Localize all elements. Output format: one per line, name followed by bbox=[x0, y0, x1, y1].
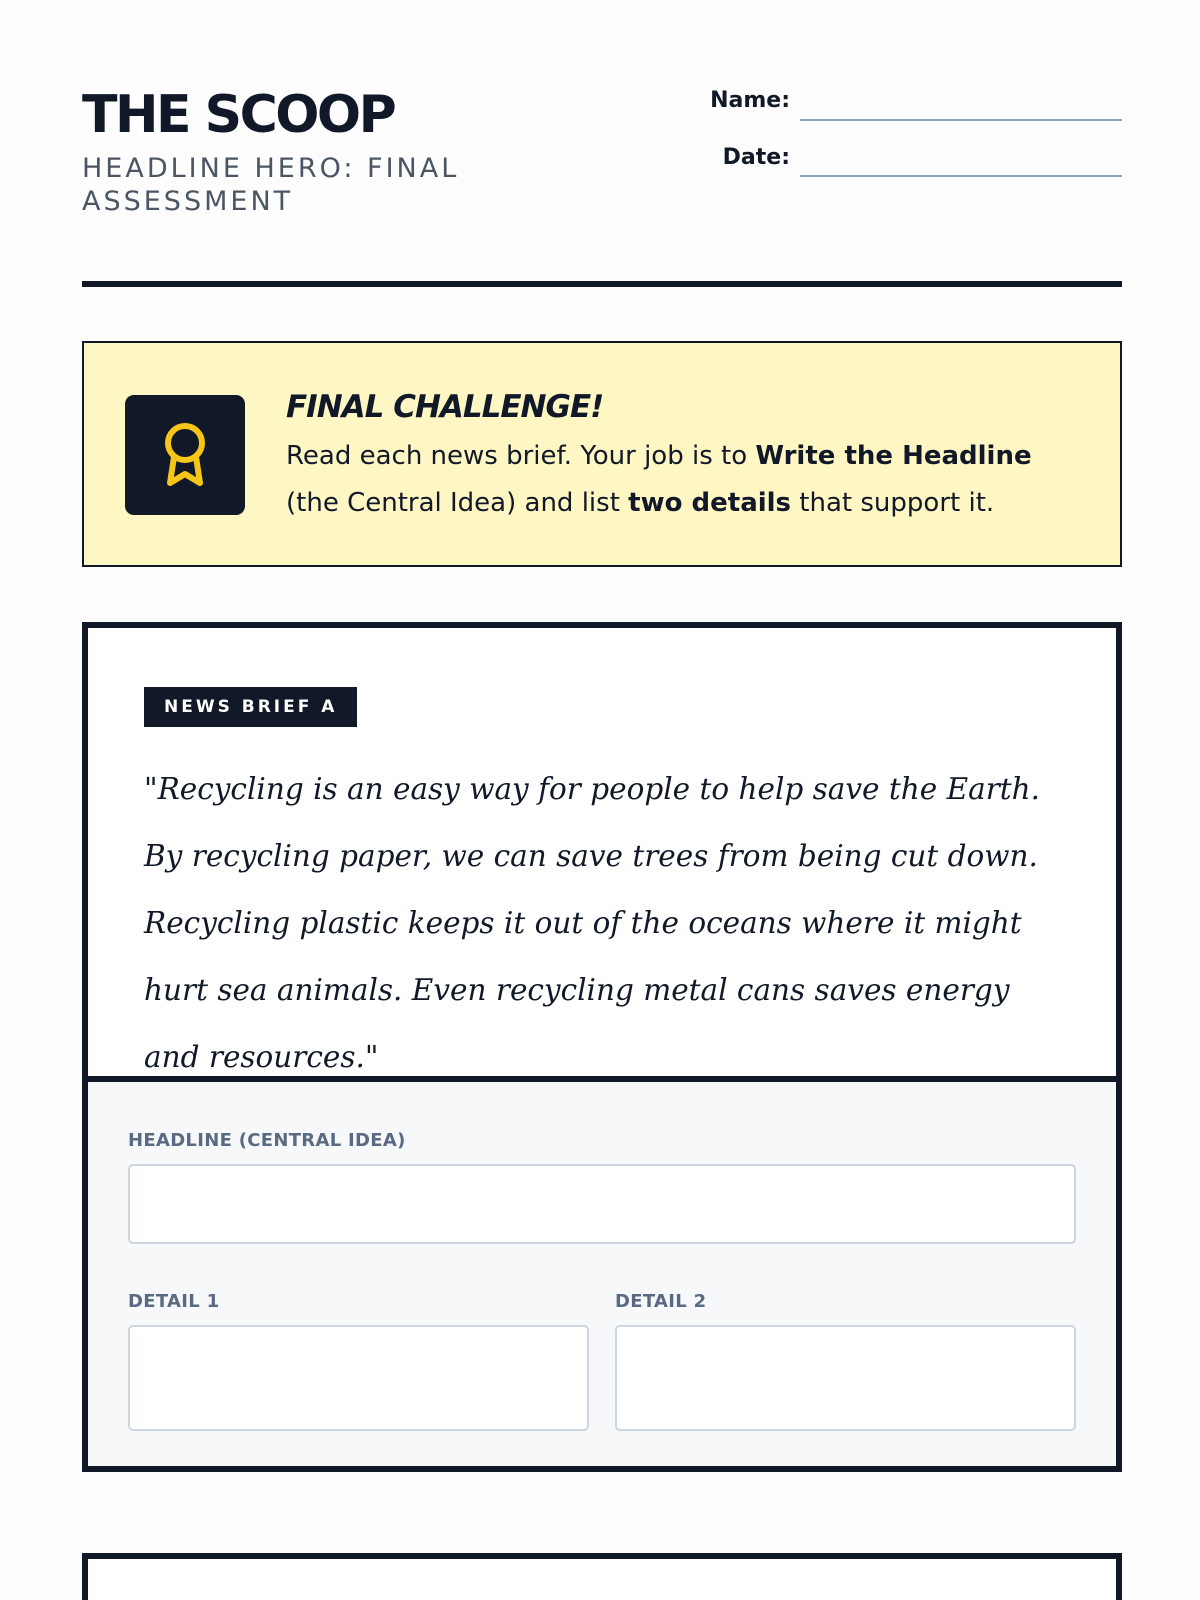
news-brief-body bbox=[88, 628, 1116, 1076]
challenge-callout bbox=[82, 341, 1122, 567]
challenge-instructions: Read each news brief. Your job is to Write the Headline (the Central Idea) and list two details that support it. bbox=[286, 441, 1032, 518]
header-divider bbox=[82, 281, 1122, 287]
detail-2-input[interactable] bbox=[615, 1325, 1076, 1431]
detail-2-label: DETAIL 2 bbox=[615, 1291, 707, 1312]
challenge-title: FINAL CHALLENGE! bbox=[286, 389, 604, 425]
page-subtitle: HEADLINE HERO: FINAL ASSESSMENT bbox=[82, 153, 460, 217]
news-brief-tag: NEWS BRIEF A bbox=[144, 687, 357, 727]
award-ribbon-icon bbox=[125, 395, 245, 515]
news-brief-passage: "Recycling is an easy way for people to help save the Earth. By recycling paper, we can save trees from being cut down. Recycling plastic keeps it out of the oceans where it might hurt sea animals. Even recycling metal cans saves energy and resources." bbox=[144, 772, 1041, 1074]
date-field[interactable] bbox=[800, 175, 1122, 177]
news-brief-card bbox=[82, 622, 1122, 1472]
detail-1-label: DETAIL 1 bbox=[128, 1291, 220, 1312]
date-label: Date: bbox=[722, 145, 790, 170]
detail-1-input[interactable] bbox=[128, 1325, 589, 1431]
headline-label: HEADLINE (CENTRAL IDEA) bbox=[128, 1130, 406, 1151]
name-field[interactable] bbox=[800, 119, 1122, 121]
answer-panel bbox=[88, 1076, 1116, 1466]
name-label: Name: bbox=[710, 88, 790, 113]
page-title: THE SCOOP bbox=[82, 85, 395, 145]
next-news-brief-card bbox=[82, 1553, 1122, 1600]
headline-input[interactable] bbox=[128, 1164, 1076, 1244]
